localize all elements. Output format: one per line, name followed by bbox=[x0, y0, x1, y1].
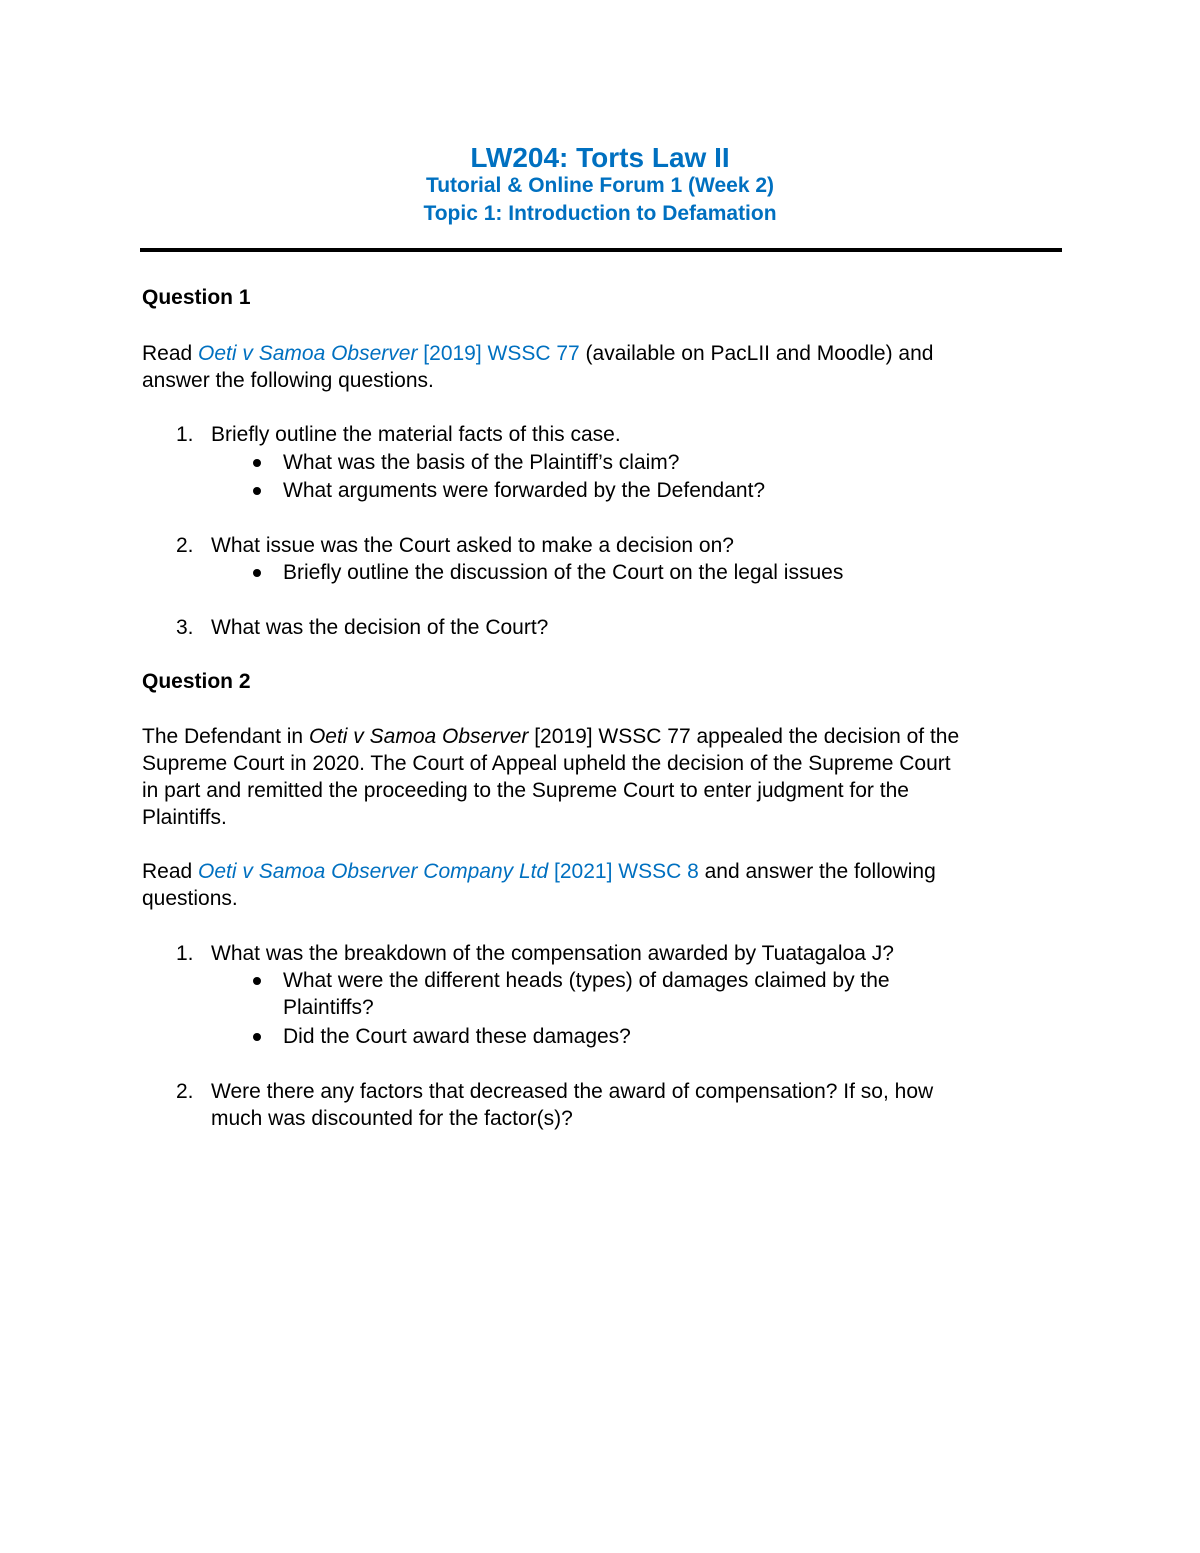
intro-text: (available on PacLII and Moodle) and bbox=[579, 342, 934, 365]
question-2-para-1-line-4: Plaintiffs. bbox=[142, 806, 227, 829]
list-number: 2. bbox=[176, 534, 194, 557]
bullet-item: What was the basis of the Plaintiff’s claim? bbox=[283, 451, 680, 474]
bullet-item-continuation: Plaintiffs? bbox=[283, 996, 374, 1019]
question-2-para-2-line-1 bbox=[142, 858, 936, 886]
para-text: and answer the following bbox=[698, 860, 936, 883]
question-1-intro-line-1 bbox=[142, 340, 933, 368]
question-2-para-1-line-3: in part and remitted the proceeding to the Supreme Court to enter judgment for the bbox=[142, 779, 909, 802]
bullet-item: What arguments were forwarded by the Defendant? bbox=[283, 479, 766, 502]
bullet-icon bbox=[253, 977, 261, 985]
case-citation-2019[interactable]: [2019] WSSC 77 bbox=[417, 342, 580, 365]
list-number: 2. bbox=[176, 1080, 194, 1103]
bullet-icon bbox=[253, 487, 261, 495]
document-subtitle: Tutorial & Online Forum 1 (Week 2) bbox=[425, 174, 775, 197]
para-text: The Defendant in bbox=[142, 725, 309, 748]
bullet-item: Did the Court award these damages? bbox=[283, 1025, 631, 1048]
list-number: 1. bbox=[176, 423, 194, 446]
list-item: What was the decision of the Court? bbox=[211, 616, 549, 639]
question-1-intro-line-2: answer the following questions. bbox=[142, 369, 434, 392]
case-link-oeti-2019[interactable]: Oeti v Samoa Observer bbox=[198, 342, 418, 365]
case-name-italic: Oeti v Samoa Observer bbox=[308, 725, 529, 748]
document-topic: Topic 1: Introduction to Defamation bbox=[423, 202, 777, 225]
bullet-icon bbox=[253, 569, 261, 577]
question-2-para-2-line-2: questions. bbox=[142, 887, 238, 910]
para-text: Read bbox=[142, 860, 199, 883]
case-citation-2021[interactable]: [2021] WSSC 8 bbox=[548, 860, 699, 883]
list-item: Were there any factors that decreased the award of compensation? If so, how bbox=[211, 1080, 934, 1103]
document-title: LW204: Torts Law II bbox=[470, 142, 730, 173]
question-2-heading: Question 2 bbox=[142, 670, 251, 693]
list-item-continuation: much was discounted for the factor(s)? bbox=[211, 1107, 573, 1130]
list-number: 3. bbox=[176, 616, 194, 639]
header-divider bbox=[140, 248, 1062, 252]
para-text: [2019] WSSC 77 appealed the decision of the bbox=[528, 725, 960, 748]
question-1-heading: Question 1 bbox=[142, 286, 251, 309]
bullet-icon bbox=[253, 459, 261, 467]
question-2-para-1-line-2: Supreme Court in 2020. The Court of Appeal upheld the decision of the Supreme Court bbox=[142, 752, 951, 775]
list-item: What was the breakdown of the compensation awarded by Tuatagaloa J? bbox=[211, 942, 894, 965]
bullet-icon bbox=[253, 1033, 261, 1041]
bullet-item: Briefly outline the discussion of the Court on the legal issues bbox=[283, 561, 844, 584]
list-number: 1. bbox=[176, 942, 194, 965]
case-link-oeti-2021[interactable]: Oeti v Samoa Observer Company Ltd bbox=[198, 860, 549, 883]
bullet-item: What were the different heads (types) of damages claimed by the bbox=[283, 969, 890, 992]
list-item: What issue was the Court asked to make a decision on? bbox=[211, 534, 734, 557]
intro-text: Read bbox=[142, 342, 199, 365]
list-item: Briefly outline the material facts of this case. bbox=[211, 423, 621, 446]
question-2-para-1-line-1 bbox=[142, 723, 959, 751]
